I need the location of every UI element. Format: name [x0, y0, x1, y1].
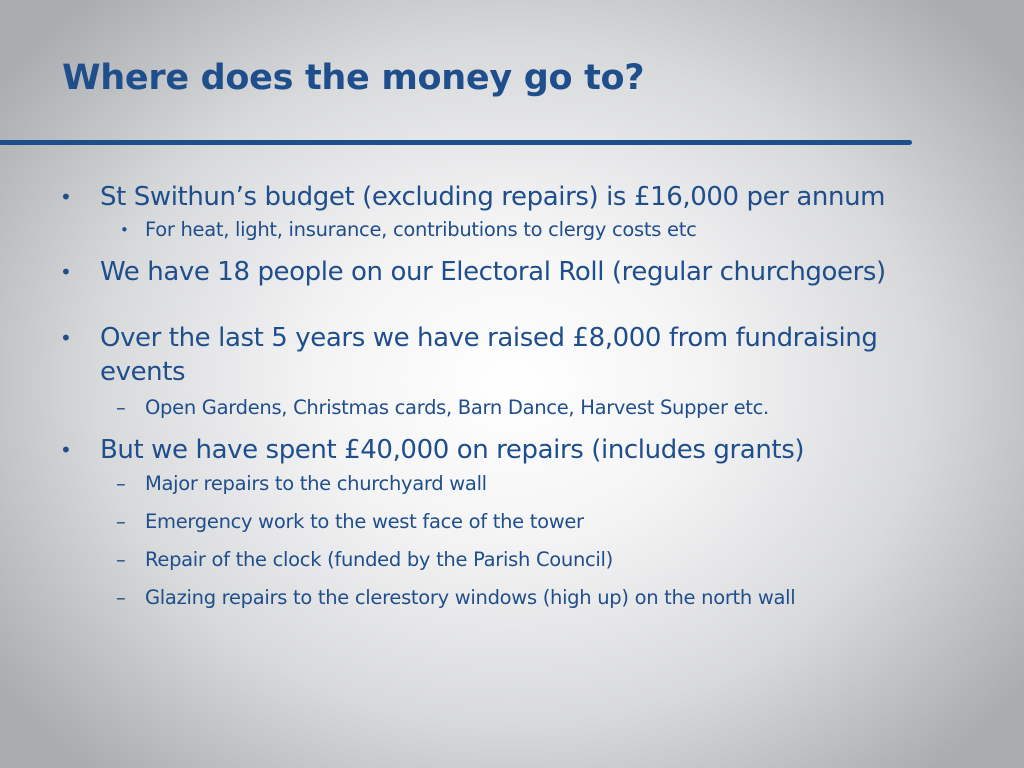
sub-bullet-budget-detail	[58, 217, 988, 255]
bullet-dot-icon: •	[120, 221, 129, 239]
bullet-dot-icon: •	[60, 326, 72, 350]
sub-bullet-fundraising-events	[58, 395, 988, 433]
bullet-repairs	[58, 433, 988, 467]
dash-icon: –	[116, 472, 126, 495]
sub-bullet-churchyard-wall	[58, 471, 988, 509]
sub-bullet-text: Repair of the clock (funded by the Parish Council)	[145, 548, 613, 571]
sub-bullet-text: Glazing repairs to the clerestory windows (high up) on the north wall	[145, 586, 796, 609]
sub-bullet-tower	[58, 509, 988, 547]
sub-bullet-glazing	[58, 585, 988, 623]
bullet-dot-icon: •	[60, 260, 72, 284]
bullet-dot-icon: •	[60, 185, 72, 209]
slide-title: Where does the money go to?	[62, 58, 645, 98]
bullet-text: St Swithun’s budget (excluding repairs) is £16,000 per annum	[100, 182, 886, 212]
sub-bullet-text: Open Gardens, Christmas cards, Barn Dance, Harvest Supper etc.	[145, 396, 769, 419]
bullet-electoral-roll	[58, 255, 988, 289]
bullet-text: But we have spent £40,000 on repairs (includes grants)	[100, 435, 805, 465]
slide-body	[58, 180, 988, 623]
bullet-dot-icon: •	[60, 438, 72, 462]
bullet-text: Over the last 5 years we have raised £8,000 from fundraising events	[100, 323, 878, 387]
dash-icon: –	[116, 510, 126, 533]
dash-icon: –	[116, 548, 126, 571]
sub-bullet-text: Emergency work to the west face of the tower	[145, 510, 584, 533]
sub-bullet-text: For heat, light, insurance, contributions to clergy costs etc	[145, 218, 697, 241]
sub-bullet-clock	[58, 547, 988, 585]
bullet-text: We have 18 people on our Electoral Roll (regular churchgoers)	[100, 257, 886, 287]
dash-icon: –	[116, 586, 126, 609]
sub-bullet-text: Major repairs to the churchyard wall	[145, 472, 487, 495]
dash-icon: –	[116, 396, 126, 419]
bullet-fundraising	[58, 321, 960, 389]
bullet-budget	[58, 180, 988, 214]
title-divider	[0, 140, 912, 145]
